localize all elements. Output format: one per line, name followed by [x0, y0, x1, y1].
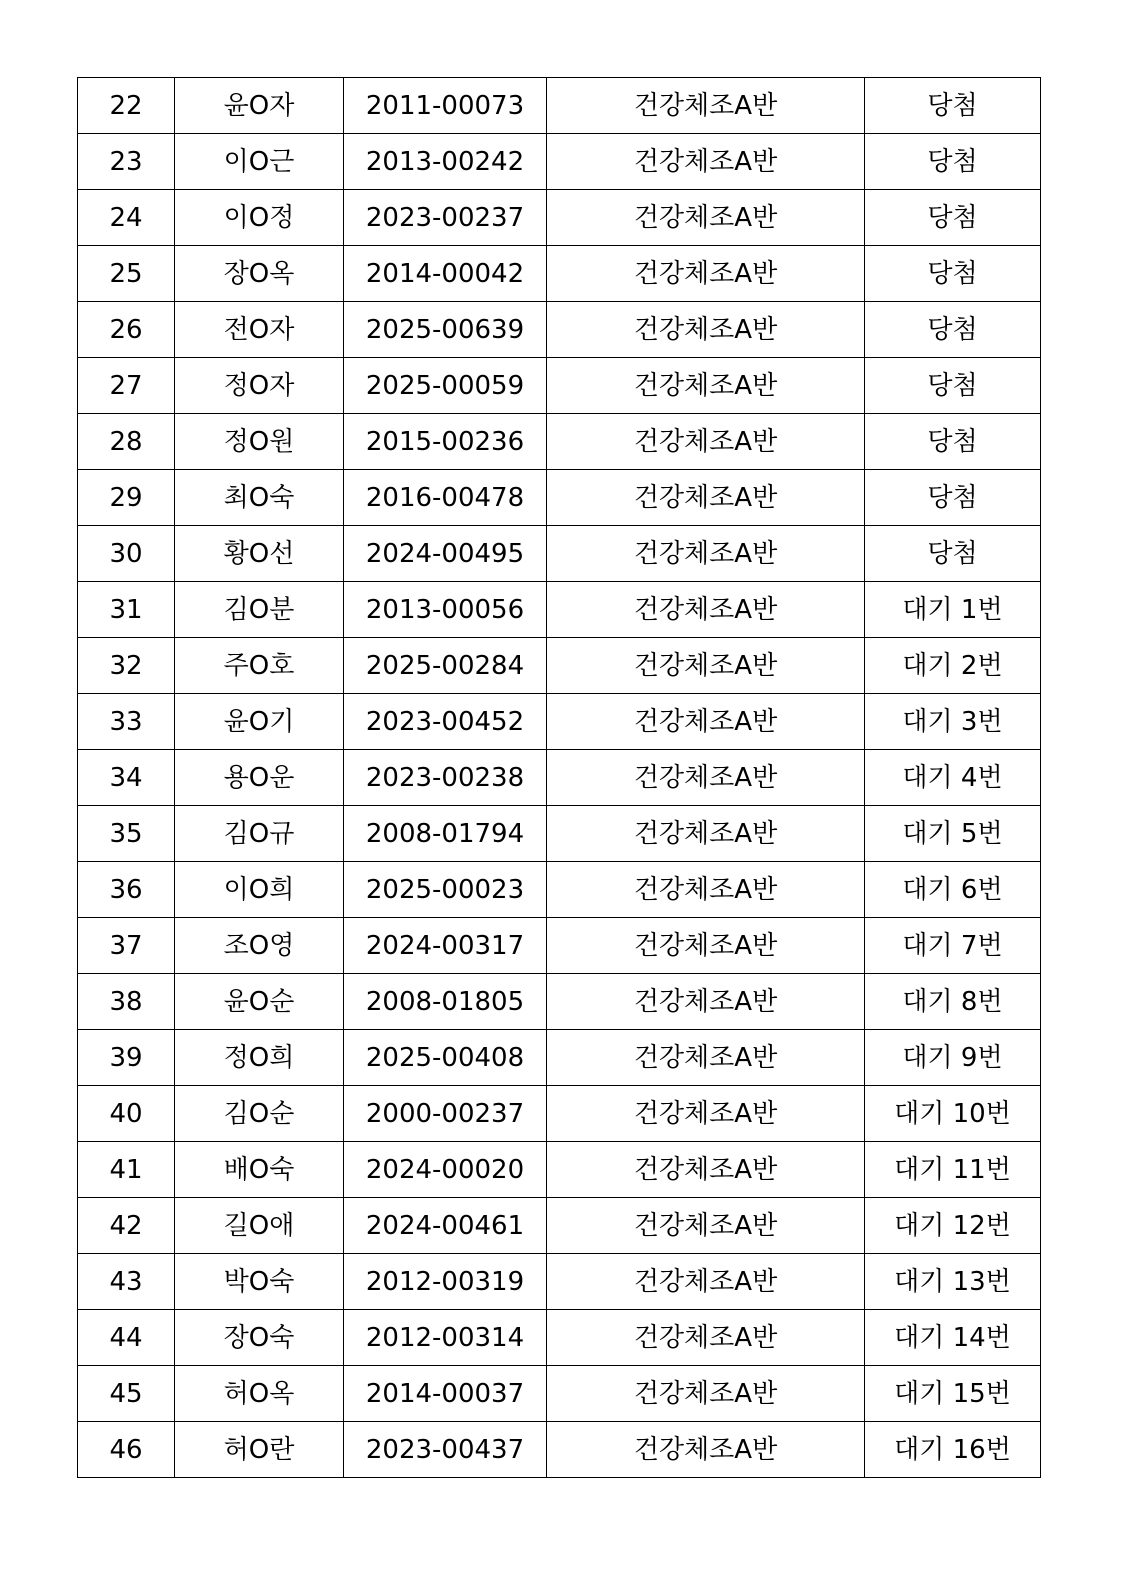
- program-class-cell: 건강체조A반: [547, 750, 865, 806]
- program-class-cell: 건강체조A반: [547, 1254, 865, 1310]
- lottery-result-cell: 대기 3번: [865, 694, 1041, 750]
- lottery-result-cell: 대기 16번: [865, 1422, 1041, 1478]
- lottery-result-cell: 대기 2번: [865, 638, 1041, 694]
- member-id-cell: 2000-00237: [344, 1086, 547, 1142]
- member-id-cell: 2023-00452: [344, 694, 547, 750]
- table-body: [78, 78, 1041, 1478]
- program-class-cell: 건강체조A반: [547, 582, 865, 638]
- member-id-cell: 2008-01794: [344, 806, 547, 862]
- member-id-cell: 2013-00056: [344, 582, 547, 638]
- row-number-cell: 40: [78, 1086, 175, 1142]
- table-row: [78, 694, 1041, 750]
- program-class-cell: 건강체조A반: [547, 470, 865, 526]
- program-class-cell: 건강체조A반: [547, 974, 865, 1030]
- program-class-cell: 건강체조A반: [547, 358, 865, 414]
- row-number-cell: 41: [78, 1142, 175, 1198]
- program-class-cell: 건강체조A반: [547, 862, 865, 918]
- applicant-name-cell: 허O옥: [175, 1366, 344, 1422]
- member-id-cell: 2025-00023: [344, 862, 547, 918]
- row-number-cell: 29: [78, 470, 175, 526]
- table-row: [78, 1030, 1041, 1086]
- applicant-name-cell: 윤O자: [175, 78, 344, 134]
- row-number-cell: 37: [78, 918, 175, 974]
- applicant-name-cell: 이O정: [175, 190, 344, 246]
- applicant-name-cell: 황O선: [175, 526, 344, 582]
- table-row: [78, 246, 1041, 302]
- applicant-name-cell: 최O숙: [175, 470, 344, 526]
- lottery-result-cell: 대기 12번: [865, 1198, 1041, 1254]
- row-number-cell: 38: [78, 974, 175, 1030]
- row-number-cell: 35: [78, 806, 175, 862]
- member-id-cell: 2015-00236: [344, 414, 547, 470]
- applicant-name-cell: 배O숙: [175, 1142, 344, 1198]
- lottery-result-cell: 대기 5번: [865, 806, 1041, 862]
- lottery-result-cell: 당첨: [865, 134, 1041, 190]
- applicant-name-cell: 이O근: [175, 134, 344, 190]
- table-row: [78, 302, 1041, 358]
- program-class-cell: 건강체조A반: [547, 526, 865, 582]
- table-row: [78, 974, 1041, 1030]
- row-number-cell: 43: [78, 1254, 175, 1310]
- program-class-cell: 건강체조A반: [547, 1030, 865, 1086]
- member-id-cell: 2024-00461: [344, 1198, 547, 1254]
- program-class-cell: 건강체조A반: [547, 1310, 865, 1366]
- applicant-name-cell: 박O숙: [175, 1254, 344, 1310]
- applicant-name-cell: 정O자: [175, 358, 344, 414]
- lottery-result-cell: 대기 8번: [865, 974, 1041, 1030]
- member-id-cell: 2025-00284: [344, 638, 547, 694]
- table-row: [78, 190, 1041, 246]
- table-row: [78, 638, 1041, 694]
- member-id-cell: 2012-00314: [344, 1310, 547, 1366]
- row-number-cell: 22: [78, 78, 175, 134]
- member-id-cell: 2008-01805: [344, 974, 547, 1030]
- member-id-cell: 2012-00319: [344, 1254, 547, 1310]
- row-number-cell: 27: [78, 358, 175, 414]
- applicant-name-cell: 김O분: [175, 582, 344, 638]
- program-class-cell: 건강체조A반: [547, 134, 865, 190]
- row-number-cell: 31: [78, 582, 175, 638]
- applicant-name-cell: 주O호: [175, 638, 344, 694]
- lottery-result-cell: 대기 14번: [865, 1310, 1041, 1366]
- table-row: [78, 806, 1041, 862]
- member-id-cell: 2023-00437: [344, 1422, 547, 1478]
- lottery-result-cell: 당첨: [865, 302, 1041, 358]
- member-id-cell: 2014-00037: [344, 1366, 547, 1422]
- lottery-result-cell: 당첨: [865, 470, 1041, 526]
- table-row: [78, 1142, 1041, 1198]
- table-row: [78, 582, 1041, 638]
- member-id-cell: 2024-00020: [344, 1142, 547, 1198]
- table-row: [78, 1086, 1041, 1142]
- row-number-cell: 28: [78, 414, 175, 470]
- program-class-cell: 건강체조A반: [547, 246, 865, 302]
- lottery-result-cell: 당첨: [865, 78, 1041, 134]
- applicant-name-cell: 장O옥: [175, 246, 344, 302]
- program-class-cell: 건강체조A반: [547, 302, 865, 358]
- table-row: [78, 1198, 1041, 1254]
- row-number-cell: 46: [78, 1422, 175, 1478]
- applicant-name-cell: 정O희: [175, 1030, 344, 1086]
- program-class-cell: 건강체조A반: [547, 638, 865, 694]
- table-row: [78, 1422, 1041, 1478]
- applicant-name-cell: 용O운: [175, 750, 344, 806]
- program-class-cell: 건강체조A반: [547, 806, 865, 862]
- applicant-name-cell: 이O희: [175, 862, 344, 918]
- program-class-cell: 건강체조A반: [547, 78, 865, 134]
- table-row: [78, 1254, 1041, 1310]
- program-class-cell: 건강체조A반: [547, 1086, 865, 1142]
- row-number-cell: 44: [78, 1310, 175, 1366]
- table-row: [78, 1310, 1041, 1366]
- program-class-cell: 건강체조A반: [547, 190, 865, 246]
- row-number-cell: 45: [78, 1366, 175, 1422]
- row-number-cell: 34: [78, 750, 175, 806]
- member-id-cell: 2014-00042: [344, 246, 547, 302]
- applicant-name-cell: 길O애: [175, 1198, 344, 1254]
- lottery-result-cell: 당첨: [865, 246, 1041, 302]
- applicant-name-cell: 전O자: [175, 302, 344, 358]
- program-class-cell: 건강체조A반: [547, 918, 865, 974]
- lottery-result-cell: 대기 10번: [865, 1086, 1041, 1142]
- table-row: [78, 862, 1041, 918]
- lottery-result-table: [77, 77, 1041, 1478]
- row-number-cell: 36: [78, 862, 175, 918]
- program-class-cell: 건강체조A반: [547, 1422, 865, 1478]
- lottery-result-cell: 대기 15번: [865, 1366, 1041, 1422]
- table-row: [78, 358, 1041, 414]
- program-class-cell: 건강체조A반: [547, 1366, 865, 1422]
- row-number-cell: 24: [78, 190, 175, 246]
- applicant-name-cell: 김O규: [175, 806, 344, 862]
- applicant-name-cell: 조O영: [175, 918, 344, 974]
- lottery-result-cell: 당첨: [865, 190, 1041, 246]
- row-number-cell: 39: [78, 1030, 175, 1086]
- table-row: [78, 78, 1041, 134]
- table-row: [78, 526, 1041, 582]
- applicant-name-cell: 허O란: [175, 1422, 344, 1478]
- table-row: [78, 414, 1041, 470]
- applicant-name-cell: 윤O순: [175, 974, 344, 1030]
- member-id-cell: 2013-00242: [344, 134, 547, 190]
- lottery-result-cell: 대기 13번: [865, 1254, 1041, 1310]
- lottery-result-cell: 대기 9번: [865, 1030, 1041, 1086]
- lottery-result-cell: 당첨: [865, 414, 1041, 470]
- row-number-cell: 26: [78, 302, 175, 358]
- member-id-cell: 2025-00408: [344, 1030, 547, 1086]
- member-id-cell: 2025-00059: [344, 358, 547, 414]
- lottery-result-cell: 당첨: [865, 358, 1041, 414]
- member-id-cell: 2025-00639: [344, 302, 547, 358]
- member-id-cell: 2024-00495: [344, 526, 547, 582]
- row-number-cell: 32: [78, 638, 175, 694]
- table-row: [78, 470, 1041, 526]
- applicant-name-cell: 김O순: [175, 1086, 344, 1142]
- applicant-name-cell: 장O숙: [175, 1310, 344, 1366]
- lottery-result-cell: 대기 7번: [865, 918, 1041, 974]
- table-row: [78, 134, 1041, 190]
- member-id-cell: 2011-00073: [344, 78, 547, 134]
- member-id-cell: 2016-00478: [344, 470, 547, 526]
- program-class-cell: 건강체조A반: [547, 1142, 865, 1198]
- row-number-cell: 23: [78, 134, 175, 190]
- applicant-name-cell: 윤O기: [175, 694, 344, 750]
- table-row: [78, 750, 1041, 806]
- member-id-cell: 2024-00317: [344, 918, 547, 974]
- lottery-result-cell: 대기 1번: [865, 582, 1041, 638]
- lottery-result-cell: 대기 6번: [865, 862, 1041, 918]
- row-number-cell: 42: [78, 1198, 175, 1254]
- row-number-cell: 25: [78, 246, 175, 302]
- lottery-result-cell: 대기 11번: [865, 1142, 1041, 1198]
- program-class-cell: 건강체조A반: [547, 694, 865, 750]
- table-row: [78, 1366, 1041, 1422]
- lottery-result-cell: 당첨: [865, 526, 1041, 582]
- member-id-cell: 2023-00238: [344, 750, 547, 806]
- row-number-cell: 30: [78, 526, 175, 582]
- program-class-cell: 건강체조A반: [547, 1198, 865, 1254]
- table-row: [78, 918, 1041, 974]
- member-id-cell: 2023-00237: [344, 190, 547, 246]
- row-number-cell: 33: [78, 694, 175, 750]
- program-class-cell: 건강체조A반: [547, 414, 865, 470]
- lottery-result-cell: 대기 4번: [865, 750, 1041, 806]
- applicant-name-cell: 정O원: [175, 414, 344, 470]
